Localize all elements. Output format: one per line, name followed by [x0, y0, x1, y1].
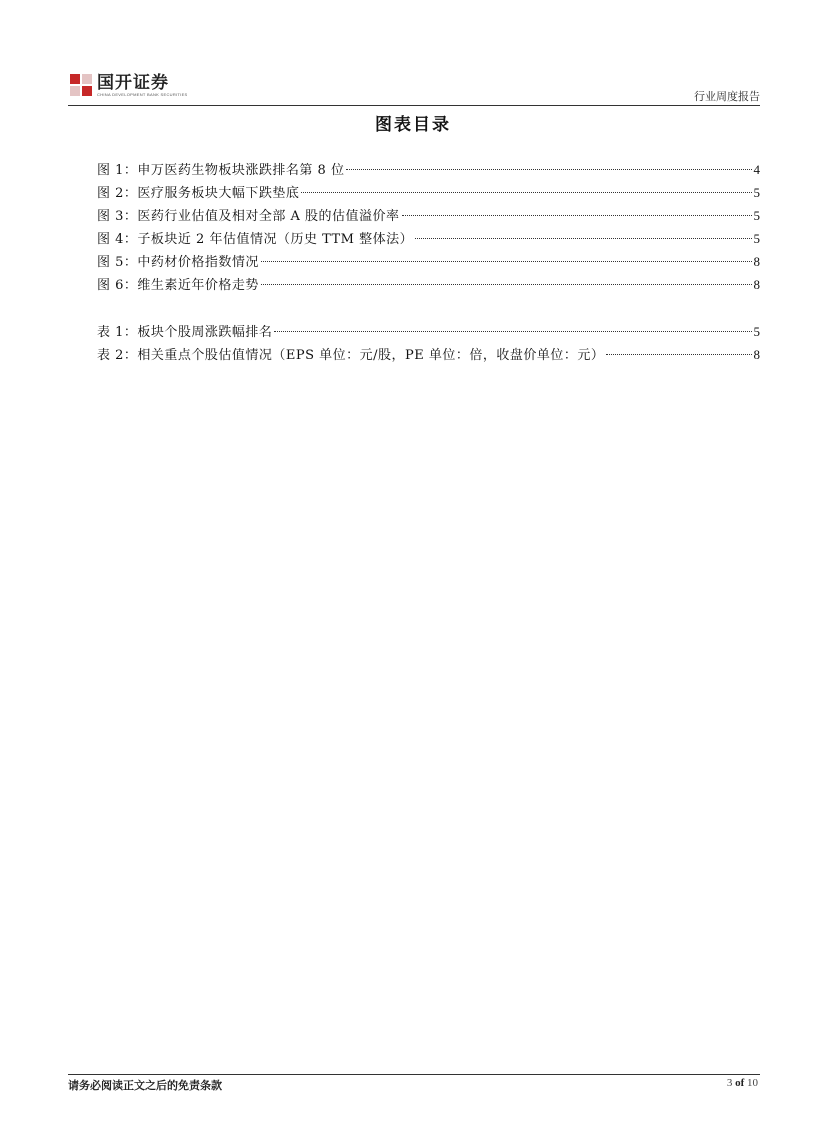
toc-dot-leader: [415, 238, 751, 239]
toc-dot-leader: [274, 331, 751, 332]
toc-entry[interactable]: [97, 273, 760, 296]
toc-entry-label: 图 2：医疗服务板块大幅下跌垫底: [97, 186, 300, 201]
company-name: 国开证券: [97, 73, 169, 93]
toc-dot-leader: [261, 261, 752, 262]
toc-entry-page: 5: [753, 231, 760, 246]
toc-entry-page: 5: [753, 208, 760, 223]
toc-entry[interactable]: [97, 343, 760, 366]
toc-entry-label: 图 6：维生素近年价格走势: [97, 278, 259, 293]
toc-entry[interactable]: [97, 320, 760, 343]
table-list: [97, 320, 760, 366]
page-of: of: [735, 1077, 745, 1089]
toc-entry-label: 表 1：板块个股周涨跌幅排名: [97, 325, 273, 340]
toc-entry[interactable]: [97, 227, 760, 250]
page-title: 图表目录: [375, 115, 451, 135]
toc-dot-leader: [606, 354, 751, 355]
toc-entry-label: 图 1：申万医药生物板块涨跌排名第 8 位: [97, 163, 345, 178]
toc-dot-leader: [346, 169, 751, 170]
toc-entry-label: 图 4：子板块近 2 年估值情况（历史 TTM 整体法）: [97, 232, 414, 247]
toc-entry-page: 4: [753, 162, 760, 177]
toc-dot-leader: [402, 215, 752, 216]
page-header: [70, 72, 760, 106]
toc-entry[interactable]: [97, 250, 760, 273]
toc-entry-label: 图 5：中药材价格指数情况: [97, 255, 259, 270]
toc-entry-page: 8: [753, 277, 760, 292]
header-divider: [68, 105, 760, 106]
company-logo: [70, 74, 188, 104]
toc-entry-page: 5: [753, 185, 760, 200]
toc-entry-label: 表 2：相关重点个股估值情况（EPS 单位：元/股，PE 单位：倍，收盘价单位：元）: [97, 348, 605, 363]
toc-entry[interactable]: [97, 204, 760, 227]
toc-entry[interactable]: [97, 181, 760, 204]
toc-entry-page: 5: [753, 324, 760, 339]
disclaimer-text: 请务必阅读正文之后的免责条款: [68, 1079, 222, 1092]
company-name-en: CHINA DEVELOPMENT BANK SECURITIES: [97, 92, 188, 97]
toc-entry-label: 图 3：医药行业估值及相对全部 A 股的估值溢价率: [97, 209, 400, 224]
toc-dot-leader: [261, 284, 752, 285]
toc-entry-page: 8: [753, 254, 760, 269]
page-total: 10: [747, 1077, 758, 1089]
report-type: 行业周度报告: [694, 90, 760, 103]
figure-list: [97, 158, 760, 296]
logo-mark-icon: [70, 74, 92, 96]
toc-entry[interactable]: [97, 158, 760, 181]
page-current: 3: [726, 1077, 733, 1089]
page-number: [727, 1077, 758, 1089]
toc-entry-page: 8: [753, 347, 760, 362]
toc-dot-leader: [301, 192, 751, 193]
footer-divider: [68, 1074, 760, 1075]
